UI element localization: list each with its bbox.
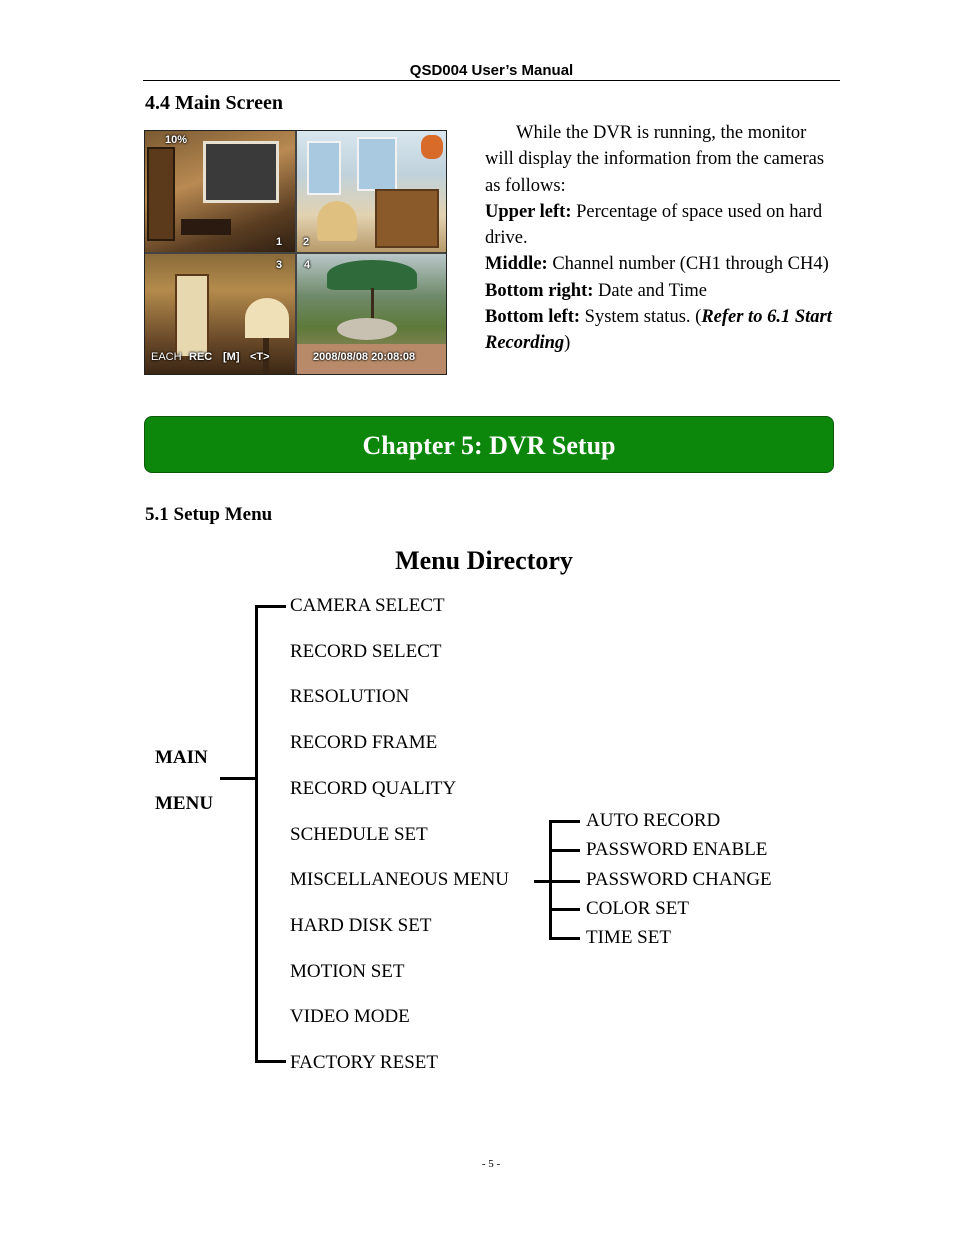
menu-item-camera-select: CAMERA SELECT xyxy=(290,595,445,616)
chapter-title: Chapter 5: DVR Setup xyxy=(362,431,616,460)
sub-branch-3 xyxy=(549,880,580,883)
page-header-title: QSD004 User’s Manual xyxy=(409,62,574,79)
osd-datetime: 2008/08/08 20:08:08 xyxy=(313,351,416,363)
menu-item-record-select: RECORD SELECT xyxy=(290,641,442,662)
upper-left-text: Percentage of space used on hard drive. xyxy=(485,201,823,249)
upper-left-description xyxy=(485,199,835,252)
sub-item-auto-record: AUTO RECORD xyxy=(586,810,721,831)
sub-item-password-enable: PASSWORD ENABLE xyxy=(586,839,768,860)
dvr-main-screen-image xyxy=(144,130,447,375)
osd-channel-4: 4 xyxy=(304,259,311,271)
header-rule xyxy=(143,80,840,81)
sub-branch-5 xyxy=(549,937,580,940)
sub-branch-2 xyxy=(549,849,580,852)
bottom-left-close: ) xyxy=(564,333,571,354)
osd-channel-1: 1 xyxy=(276,236,283,248)
intro-paragraph: While the DVR is running, the monitor will display the information from the cameras as follows: xyxy=(485,123,825,196)
bottom-left-description xyxy=(485,304,835,357)
menu-item-motion-set: MOTION SET xyxy=(290,961,405,982)
sub-branch-4 xyxy=(549,908,580,911)
bottom-left-text: System status. ( xyxy=(580,307,702,328)
camera-quad-1 xyxy=(145,131,295,252)
osd-status-mode: [M] xyxy=(223,351,240,363)
main-menu-label-line2: MENU xyxy=(155,793,214,814)
sub-branch-1 xyxy=(549,820,580,823)
middle-text: Channel number (CH1 through CH4) xyxy=(547,254,829,275)
sub-item-color-set: COLOR SET xyxy=(586,898,689,919)
chapter-banner xyxy=(144,416,834,473)
menu-item-miscellaneous-menu: MISCELLANEOUS MENU xyxy=(290,869,510,890)
camera-quad-2 xyxy=(297,131,447,252)
osd-channel-3: 3 xyxy=(276,259,283,271)
main-branch-top xyxy=(255,605,286,608)
menu-item-hard-disk-set: HARD DISK SET xyxy=(290,915,432,936)
main-menu-label-line1: MAIN xyxy=(155,747,208,768)
osd-disk-percent: 10% xyxy=(165,134,188,146)
osd-channel-2: 2 xyxy=(303,236,310,248)
menu-item-video-mode: VIDEO MODE xyxy=(290,1006,410,1027)
menu-item-factory-reset: FACTORY RESET xyxy=(290,1052,438,1073)
camera-quad-4 xyxy=(297,254,447,375)
section-heading-setup-menu: 5.1 Setup Menu xyxy=(145,504,273,525)
main-branch-bottom xyxy=(255,1060,286,1063)
camera-quad-3 xyxy=(145,254,295,375)
main-screen-description xyxy=(485,120,835,357)
osd-status-timer: <T> xyxy=(250,351,270,363)
osd-status-each: EACH xyxy=(151,351,182,363)
main-tree-trunk xyxy=(255,605,258,1063)
menu-item-record-quality: RECORD QUALITY xyxy=(290,778,457,799)
bottom-right-label: Bottom right: xyxy=(485,280,594,301)
sub-item-password-change: PASSWORD CHANGE xyxy=(586,869,772,890)
section-heading-main-screen: 4.4 Main Screen xyxy=(145,92,283,114)
menu-item-record-frame: RECORD FRAME xyxy=(290,732,438,753)
root-connector xyxy=(220,777,256,780)
bottom-right-text: Date and Time xyxy=(593,280,707,301)
osd-status-rec: REC xyxy=(189,351,213,363)
upper-left-label: Upper left: xyxy=(485,201,572,222)
page-number: - 5 - xyxy=(481,1158,501,1170)
sub-item-time-set: TIME SET xyxy=(586,927,671,948)
bottom-left-reference: Refer to 6.1 Start Recording xyxy=(485,307,832,354)
menu-item-schedule-set: SCHEDULE SET xyxy=(290,824,428,845)
menu-directory-title: Menu Directory xyxy=(395,546,573,575)
bottom-left-label: Bottom left: xyxy=(485,307,581,328)
menu-item-resolution: RESOLUTION xyxy=(290,686,410,707)
middle-description xyxy=(485,251,835,277)
bottom-right-description xyxy=(485,278,835,304)
middle-label: Middle: xyxy=(485,254,548,275)
